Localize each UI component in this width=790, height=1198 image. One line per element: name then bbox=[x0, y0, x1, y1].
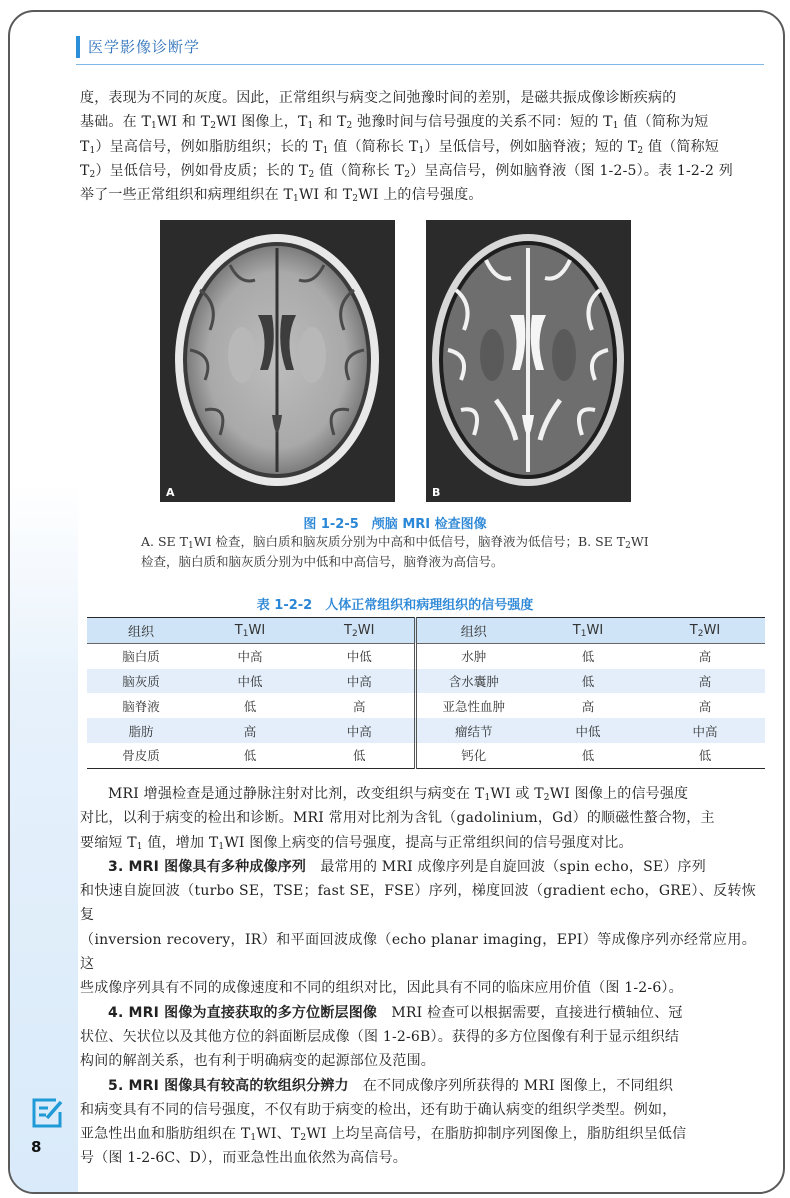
text-run: 值（简称长 T bbox=[314, 162, 405, 179]
text-run: T bbox=[80, 138, 90, 155]
table-row bbox=[87, 743, 765, 768]
subscript: 1 bbox=[307, 121, 314, 132]
table-cell: 含水囊肿 bbox=[415, 669, 531, 694]
text-run: 构间的解剖关系，也有利于明确病变的起源部位及范围。 bbox=[80, 1053, 435, 1070]
intro-paragraph bbox=[80, 86, 756, 207]
column-header: $T_1WI$ bbox=[195, 618, 305, 644]
column-header: 组织 bbox=[87, 618, 195, 644]
text-run: 值（简称为短 bbox=[618, 114, 709, 131]
subscript: 1 bbox=[293, 194, 299, 205]
text-run: WI 或 T bbox=[490, 786, 544, 802]
table-cell: 低 bbox=[305, 743, 415, 768]
text-run: 要缩短 T bbox=[80, 834, 137, 851]
text-run: WI 图像上的信号强度 bbox=[549, 786, 689, 802]
text-run: 些成像序列具有不同的成像速度和不同的组织对比，因此具有不同的临床应用价值（图 1-2-6）。 bbox=[80, 980, 683, 997]
text-run: 和 T bbox=[313, 114, 347, 131]
text-run: 值，增加 T bbox=[142, 834, 219, 851]
text-run: WI 上均呈高信号，在脂肪抑制序列图像上，脂肪组织呈低信 bbox=[306, 1126, 687, 1143]
subscript: 1 bbox=[187, 541, 194, 551]
figure-label-a: A bbox=[166, 486, 175, 499]
text-run: ）呈高信号，例如脂肪组织；长的 T bbox=[95, 138, 323, 155]
subscript: 1 bbox=[89, 145, 96, 156]
text-run: ）呈低信号，例如骨皮质；长的 T bbox=[95, 162, 309, 179]
table-cell: 亚急性血肿 bbox=[415, 693, 531, 718]
table-cell: 骨皮质 bbox=[87, 743, 195, 768]
table-cell: 高 bbox=[698, 649, 712, 665]
table-cell: 钙化 bbox=[415, 743, 531, 768]
subscript: 2 bbox=[543, 793, 550, 803]
table-row bbox=[87, 643, 765, 668]
text-run: 弛豫时间与信号强度的关系不同：短的 T bbox=[352, 114, 613, 131]
subscript: 2 bbox=[637, 145, 644, 156]
table-row bbox=[87, 669, 765, 694]
page-number: 8 bbox=[31, 1138, 42, 1156]
text-run: 值（简称长 T bbox=[328, 138, 419, 155]
section-heading: 4. MRI 图像为直接获取的多方位断层图像 bbox=[108, 1004, 378, 1021]
subscript: 1 bbox=[322, 145, 329, 156]
table-cell: 脂肪 bbox=[87, 718, 195, 743]
table-header-row bbox=[87, 618, 765, 644]
section-heading: 5. MRI 图像具有较高的软组织分辨力 bbox=[108, 1077, 349, 1094]
table-cell: 脑脊液 bbox=[122, 698, 160, 714]
subscript: 1 bbox=[418, 145, 425, 156]
table-cell: 高 bbox=[195, 718, 305, 743]
subscript: 1 bbox=[218, 841, 225, 852]
subscript: 2 bbox=[300, 1133, 307, 1144]
text-run: WI 图像上病变的信号强度，提高与正常组织间的信号强度对比。 bbox=[224, 834, 633, 851]
body-paragraphs bbox=[80, 782, 756, 1171]
table-cell: 低 bbox=[195, 743, 305, 768]
table-cell: 高 bbox=[581, 698, 595, 714]
text-run: 状位、矢状位以及其他方位的斜面断层成像（图 1-2-6B）。获得的多方位图像有利于显示组织结 bbox=[80, 1028, 680, 1045]
text-run: 和病变具有不同的信号强度，不仅有助于病变的检出，还有助于确认病变的组织学类型。例如， bbox=[80, 1101, 677, 1118]
text-run: WI 和 T bbox=[156, 114, 211, 131]
text-run: WI bbox=[630, 534, 649, 549]
table-cell: 低 bbox=[243, 698, 257, 714]
table-cell: 低 bbox=[531, 743, 645, 768]
subscript: 2 bbox=[89, 169, 96, 180]
text-run: ）呈低信号，例如脑脊液；短的 T bbox=[424, 138, 638, 155]
text-run: 号（图 1-2-6C、D），而亚急性出血依然为高信号。 bbox=[80, 1150, 407, 1167]
subscript: 1 bbox=[136, 841, 143, 852]
header-accent-bar bbox=[76, 36, 80, 58]
table-cell: 低 bbox=[581, 649, 595, 665]
figure-caption-body bbox=[141, 532, 661, 572]
column-header: 组织 bbox=[415, 618, 531, 644]
section-heading: 3. MRI 图像具有多种成像序列 bbox=[108, 858, 307, 875]
subscript: 2 bbox=[352, 194, 359, 205]
margin-band bbox=[10, 482, 78, 1194]
text-run: 和快速自旋回波（turbo SE，TSE；fast SE，FSE）序列，梯度回波（gradient echo，GRE）、反转恢复 bbox=[80, 883, 756, 924]
table-row bbox=[87, 718, 765, 743]
column-header: $T_2WI$ bbox=[305, 618, 415, 644]
text-run: T bbox=[80, 162, 90, 179]
text-run: WI 图像上，T bbox=[216, 114, 308, 131]
text-run: 基础。在 T bbox=[80, 114, 151, 131]
text-run: MRI 增强检查是通过静脉注射对比剂，改变组织与病变在 T bbox=[108, 786, 485, 802]
table-cell: 高 bbox=[352, 698, 366, 714]
table-cell: 脑白质 bbox=[122, 649, 160, 665]
table-cell: 中低 bbox=[346, 649, 372, 665]
signal-intensity-table bbox=[87, 617, 765, 769]
mri-image-t1wi bbox=[160, 220, 395, 502]
text-run: 值（简称短 bbox=[643, 138, 719, 155]
column-header: $T_2WI$ bbox=[645, 618, 765, 644]
text-run: 举了一些正常组织和病理组织在 T bbox=[80, 187, 293, 204]
table-title: 表 1-2-2 人体正常组织和病理组织的信号强度 bbox=[256, 598, 534, 613]
subscript: 2 bbox=[404, 169, 411, 180]
column-header: $T_1WI$ bbox=[531, 618, 645, 644]
table-cell: 瘤结节 bbox=[415, 718, 531, 743]
text-run: 在不同成像序列所获得的 MRI 图像上，不同组织 bbox=[348, 1077, 674, 1094]
text-run: WI 和 T bbox=[298, 187, 353, 204]
text-run: ）呈高信号，例如脑脊液（图 1-2-5）。表 1-2-2 列 bbox=[410, 162, 733, 179]
figure-1-2-5 bbox=[160, 220, 631, 502]
running-header: 医学影像诊断学 bbox=[88, 38, 201, 56]
table-cell: 中低 bbox=[531, 718, 645, 743]
table-cell: 水肿 bbox=[415, 643, 531, 668]
text-run: WI、T bbox=[256, 1126, 301, 1143]
table-cell: 脑灰质 bbox=[87, 669, 195, 694]
table-cell: 中高 bbox=[237, 649, 263, 665]
subscript: 2 bbox=[625, 541, 631, 551]
table-row bbox=[87, 693, 765, 718]
table-cell: 中低 bbox=[195, 669, 305, 694]
text-run: WI 上的信号强度。 bbox=[358, 187, 483, 204]
subscript: 1 bbox=[612, 121, 619, 132]
text-run: 亚急性出血和脂肪组织在 T bbox=[80, 1126, 251, 1143]
table-cell: 中高 bbox=[645, 718, 765, 743]
subscript: 1 bbox=[250, 1133, 257, 1144]
text-run: WI 检查，脑白质和脑灰质分别为中高和中低信号，脑脊液为低信号；B. SE T bbox=[193, 534, 626, 549]
text-run: MRI 检查可以根据需要，直接进行横轴位、冠 bbox=[377, 1004, 683, 1021]
table-cell: 中高 bbox=[305, 669, 415, 694]
mri-image-t2wi bbox=[426, 220, 631, 502]
figure-label-b: B bbox=[432, 486, 441, 499]
text-run: 最常用的 MRI 成像序列是自旋回波（spin echo，SE）序列 bbox=[306, 858, 706, 875]
table-cell: 高 bbox=[645, 669, 765, 694]
table-cell: 中高 bbox=[305, 718, 415, 743]
subscript: 2 bbox=[346, 121, 353, 132]
subscript: 1 bbox=[484, 793, 491, 803]
table-cell: 高 bbox=[698, 698, 712, 714]
subscript: 2 bbox=[308, 169, 315, 180]
text-run: A. SE T bbox=[141, 534, 188, 549]
text-run: 检查，脑白质和脑灰质分别为中低和中高信号，脑脊液为高信号。 bbox=[141, 554, 504, 569]
subscript: 2 bbox=[210, 121, 217, 132]
text-run: 对比，以利于病变的检出和诊断。MRI 常用对比剂为含钆（gadolinium，Gd）的顺磁性螯合物，主 bbox=[80, 810, 715, 827]
figure-caption-title: 图 1-2-5 颅脑 MRI 检查图像 bbox=[303, 517, 487, 532]
text-run: （inversion recovery，IR）和平面回波成像（echo planar imaging，EPI）等成像序列亦经常应用。这 bbox=[80, 931, 756, 973]
header-divider bbox=[76, 64, 764, 65]
table-cell: 低 bbox=[645, 743, 765, 768]
subscript: 1 bbox=[151, 121, 157, 132]
table-cell: 低 bbox=[531, 669, 645, 694]
note-edit-icon bbox=[30, 1096, 64, 1130]
text-line: 度，表现为不同的灰度。因此，正常组织与病变之间弛豫时间的差别，是磁共振成像诊断疾病的 bbox=[80, 90, 677, 106]
